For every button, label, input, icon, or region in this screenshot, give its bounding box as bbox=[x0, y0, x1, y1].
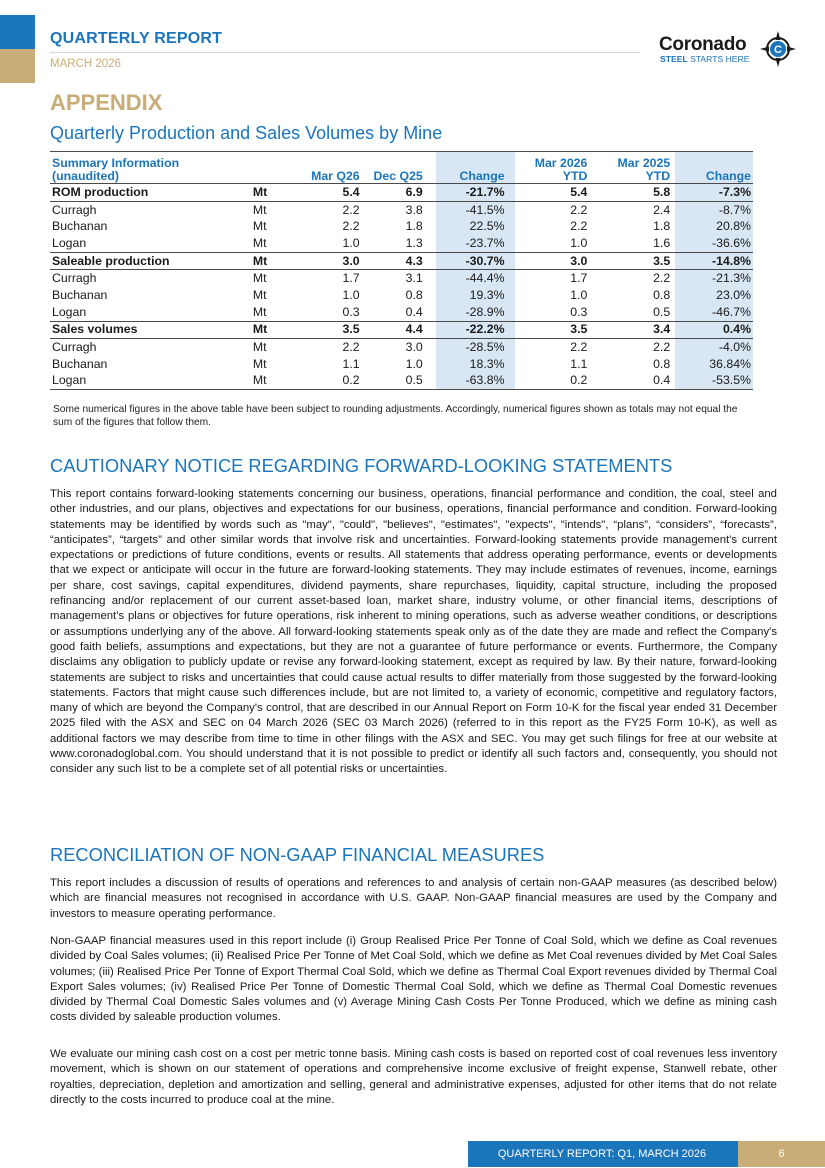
mar-q26-value: 1.0 bbox=[342, 235, 360, 250]
row-unit: Mt bbox=[252, 356, 267, 371]
table-row bbox=[50, 356, 753, 373]
dec-q25-value: 3.8 bbox=[405, 202, 423, 217]
row-label: Curragh bbox=[52, 271, 97, 286]
mar-2026-ytd-value: 2.2 bbox=[570, 219, 588, 234]
report-date: MARCH 2026 bbox=[50, 58, 121, 70]
cautionary-notice-title: CAUTIONARY NOTICE REGARDING FORWARD-LOOKING STATEMENTS bbox=[50, 455, 673, 476]
mar-2025-ytd-value: 1.8 bbox=[653, 219, 671, 234]
header-dec-q25: Dec Q25 bbox=[362, 156, 425, 184]
quarter-change-value: 19.3% bbox=[469, 287, 505, 302]
dec-q25-value: 1.8 bbox=[405, 219, 423, 234]
dec-q25-value: 3.1 bbox=[405, 271, 423, 286]
ytd-change-value: -36.6% bbox=[712, 235, 751, 250]
table-row bbox=[50, 304, 753, 321]
mar-q26-value: 0.2 bbox=[305, 373, 362, 390]
mar-2025-ytd-value: 0.8 bbox=[653, 356, 671, 371]
table-top-rule bbox=[50, 151, 753, 152]
mar-2026-ytd-value: 1.1 bbox=[570, 356, 588, 371]
quarter-change-value: -63.8% bbox=[425, 373, 507, 390]
ytd-change-value: 36.84% bbox=[709, 356, 751, 371]
ytd-change-value: -53.5% bbox=[672, 373, 753, 390]
table-row bbox=[50, 235, 753, 252]
table-row bbox=[50, 287, 753, 304]
row-unit: Mt bbox=[253, 184, 305, 202]
row-label: Curragh bbox=[52, 202, 97, 217]
quarter-change-value: -30.7% bbox=[425, 252, 507, 270]
mar-q26-value: 5.4 bbox=[305, 184, 362, 202]
row-label: ROM production bbox=[50, 184, 253, 202]
mar-2026-ytd-value: 1.7 bbox=[570, 271, 588, 286]
reconciliation-paragraph-1: This report includes a discussion of results of operations and references to and analysis of certain non-GAAP measures (as described below) which are financial measures not recognised in accordance with U.S. GAAP. Non-GAAP financial measures are used by the Company and investors to measure operating performance. bbox=[50, 877, 777, 920]
quarter-change-value: -41.5% bbox=[465, 202, 505, 217]
mar-2025-ytd-value: 3.5 bbox=[589, 252, 672, 270]
ytd-change-value: -14.8% bbox=[672, 252, 753, 270]
mar-q26-value: 2.2 bbox=[342, 219, 360, 234]
mar-2025-ytd-value: 2.2 bbox=[653, 340, 671, 355]
mar-q26-value: 2.2 bbox=[342, 340, 360, 355]
quarter-change-value: 22.5% bbox=[469, 219, 505, 234]
mar-2026-ytd-value: 1.0 bbox=[570, 287, 588, 302]
coronado-logo bbox=[655, 30, 795, 70]
dec-q25-value: 4.4 bbox=[362, 321, 425, 339]
mar-q26-value: 1.0 bbox=[342, 287, 360, 302]
mar-2026-ytd-value: 3.0 bbox=[507, 252, 590, 270]
table-total-row bbox=[50, 252, 753, 270]
mar-2026-ytd-value: 0.2 bbox=[507, 373, 590, 390]
dec-q25-value: 6.9 bbox=[362, 184, 425, 202]
mar-2026-ytd-value: 5.4 bbox=[507, 184, 590, 202]
table-row bbox=[50, 201, 753, 218]
header-divider bbox=[50, 52, 640, 53]
row-label: Curragh bbox=[52, 340, 97, 355]
ytd-change-value: -8.7% bbox=[718, 202, 751, 217]
logo-letter: C bbox=[774, 44, 782, 56]
mar-2025-ytd-value: 0.4 bbox=[589, 373, 672, 390]
reconciliation-paragraph-2: Non-GAAP financial measures used in this report include (i) Group Realised Price Per Tonne of Coal Sold, which we define as Coal revenues divided by Coal Sales volumes; (ii) Realised Price Per Tonne of Met Coal Sold, which we define as Met Coal revenues divided by Met Coal Sales volumes; (iii) Realised Price Per Tonne of Export Thermal Coal Sold, which we define as Thermal Coal Export revenues divided by Thermal Coal Export Sales volumes; (iv) Realised Price Per Tonne of Domestic Thermal Coal Sold, which we define as Thermal Coal Domestic revenues divided by Thermal Coal Domestic Sales volumes and (v) Average Mining Cash Costs Per Tonne Produced, which we define as mining cash costs divided by saleable production volumes. bbox=[50, 935, 777, 1024]
quarter-change-value: -28.5% bbox=[465, 340, 505, 355]
row-unit: Mt bbox=[253, 252, 305, 270]
mar-2025-ytd-value: 5.8 bbox=[589, 184, 672, 202]
header-mar-2025-ytd: Mar 2025 YTD bbox=[589, 156, 672, 184]
row-unit: Mt bbox=[253, 321, 305, 339]
header-summary-info: Summary Information (unaudited) bbox=[50, 156, 253, 184]
report-title: QUARTERLY REPORT bbox=[50, 30, 223, 47]
mar-2026-ytd-value: 2.2 bbox=[570, 202, 588, 217]
ytd-change-value: 23.0% bbox=[716, 287, 751, 302]
row-label: Sales volumes bbox=[50, 321, 253, 339]
row-unit: Mt bbox=[252, 235, 267, 250]
mar-2025-ytd-value: 0.5 bbox=[653, 304, 671, 319]
ytd-change-value: 0.4% bbox=[672, 321, 753, 339]
mar-q26-value: 3.5 bbox=[305, 321, 362, 339]
quarter-change-value: -22.2% bbox=[425, 321, 507, 339]
ytd-change-value: 20.8% bbox=[716, 219, 751, 234]
row-unit: Mt bbox=[252, 304, 267, 319]
table-total-row bbox=[50, 184, 753, 202]
ytd-change-value: -7.3% bbox=[672, 184, 753, 202]
header-mar-q26: Mar Q26 bbox=[305, 156, 362, 184]
dec-q25-value: 1.3 bbox=[405, 235, 423, 250]
table-rounding-note: Some numerical figures in the above table have been subject to rounding adjustments. Accordingly, numerical figures shown as totals may not equal the sum of the figures that follow them. bbox=[53, 404, 738, 428]
row-unit: Mt bbox=[252, 219, 267, 234]
table-heading: Quarterly Production and Sales Volumes by Mine bbox=[50, 123, 443, 143]
footer-label: QUARTERLY REPORT: Q1, MARCH 2026 bbox=[497, 1148, 707, 1160]
row-unit: Mt bbox=[252, 340, 267, 355]
header-change-quarter: Change bbox=[425, 156, 507, 184]
dec-q25-value: 0.5 bbox=[362, 373, 425, 390]
row-label: Logan bbox=[50, 373, 253, 390]
header-mar-2026-ytd: Mar 2026 YTD bbox=[507, 156, 590, 184]
reconciliation-title: RECONCILIATION OF NON-GAAP FINANCIAL MEASURES bbox=[50, 844, 545, 865]
table-row bbox=[50, 218, 753, 235]
dec-q25-value: 0.8 bbox=[405, 287, 423, 302]
dec-q25-value: 0.4 bbox=[405, 304, 423, 319]
mar-2026-ytd-value: 3.5 bbox=[507, 321, 590, 339]
quarter-change-value: -23.7% bbox=[465, 235, 505, 250]
row-label: Saleable production bbox=[50, 252, 253, 270]
quarter-change-value: -21.7% bbox=[425, 184, 507, 202]
quarter-change-value: 18.3% bbox=[469, 356, 505, 371]
mar-2026-ytd-value: 2.2 bbox=[570, 340, 588, 355]
table-row bbox=[50, 270, 753, 287]
mar-q26-value: 3.0 bbox=[305, 252, 362, 270]
mar-2025-ytd-value: 0.8 bbox=[653, 287, 671, 302]
header-accent-blue bbox=[0, 15, 35, 49]
row-label: Logan bbox=[52, 304, 87, 319]
logo-wordmark: Coronado bbox=[659, 34, 747, 55]
row-unit: Mt bbox=[252, 287, 267, 302]
row-label: Buchanan bbox=[52, 287, 108, 302]
appendix-title: APPENDIX bbox=[50, 90, 163, 115]
mar-2025-ytd-value: 2.2 bbox=[653, 271, 671, 286]
mar-2026-ytd-value: 1.0 bbox=[570, 235, 588, 250]
quarter-change-value: -44.4% bbox=[465, 271, 505, 286]
table-total-row bbox=[50, 321, 753, 339]
mar-2025-ytd-value: 3.4 bbox=[589, 321, 672, 339]
ytd-change-value: -4.0% bbox=[718, 340, 751, 355]
header-accent-tan bbox=[0, 49, 35, 83]
row-unit: Mt bbox=[252, 202, 267, 217]
header-unit bbox=[253, 156, 305, 184]
reconciliation-paragraph-3: We evaluate our mining cash cost on a cost per metric tonne basis. Mining cash costs is based on reported cost of coal revenues less inventory movement, which is shown on our statement of operations and comprehensive income exclusive of freight expense, Stanwell rebate, other royalties, depreciation, depletion and amortization and selling, general and administrative expenses, adjusted for other items that do not relate directly to the costs incurred to produce coal at the mine. bbox=[50, 1048, 777, 1106]
mar-q26-value: 2.2 bbox=[342, 202, 360, 217]
mar-2025-ytd-value: 1.6 bbox=[653, 235, 671, 250]
cautionary-notice-body: This report contains forward-looking statements concerning our business, operations, financial performance and condition, the coal, steel and other industries, and our plans, objectives and expectations for our business, operations, financial performance and condition. Forward-looking statements may be identified by words such as "may", "could", "believes", "estimates", "expects", "intends", “plans”, “considers”, “forecasts”, “anticipates”, “targets” and other similar words that involve risk and uncertainties. Forward-looking statements provide management's current expectations or predictions of future conditions, events or results. All statements that address operating performance, events or developments that we expect or anticipate will occur in the future are forward-looking statements. They may include estimates of revenues, income, earnings per share, cost savings, capital expenditures, dividend payments, share repurchases, liquidity, capital structure, including the proposed refinancing and/or replacement of our current asset-based loan, market share, industry volume, or other financial items, descriptions of management’s plans or objectives for future operations, risk inherent to mining operations, such as adverse weather conditions, or descriptions or assumptions underlying any of the above. All forward-looking statements speak only as of the date they are made and reflect the Company's good faith beliefs, assumptions and expectations, but they are not a guarantee of future performance or events. Furthermore, the Company disclaims any obligation to publicly update or revise any forward-looking statement, except as required by law. By their nature, forward-looking statements are subject to risks and uncertainties that could cause actual results to differ materially from those suggested by the forward-looking statements. Factors that might cause such differences include, but are not limited to, a variety of economic, competitive and regulatory factors, many of which are beyond the Company's control, that are described in our Annual Report on Form 10-K for the fiscal year ended 31 December 2025 filed with the ASX and SEC on 04 March 2026 (SEC 03 March 2026) (referred to in this report as the FY25 Form 10-K), as well as additional factors we may describe from time to time in other filings with the ASX and SEC. You may get such filings for free at our website at www.coronadoglobal.com. You should understand that it is not possible to predict or identify all such factors and, consequently, you should not consider any such list to be a complete set of all potential risks or uncertainties. bbox=[50, 488, 777, 776]
dec-q25-value: 3.0 bbox=[405, 340, 423, 355]
ytd-change-value: -46.7% bbox=[712, 304, 751, 319]
logo-tagline: STEEL STARTS HERE bbox=[660, 54, 750, 64]
row-label: Logan bbox=[52, 235, 87, 250]
table-row bbox=[50, 373, 753, 390]
compass-logo-icon bbox=[759, 30, 797, 68]
table-body bbox=[50, 184, 753, 390]
ytd-change-value: -21.3% bbox=[712, 271, 751, 286]
row-label: Buchanan bbox=[52, 356, 108, 371]
dec-q25-value: 4.3 bbox=[362, 252, 425, 270]
table-header-row bbox=[50, 156, 753, 184]
dec-q25-value: 1.0 bbox=[405, 356, 423, 371]
row-unit: Mt bbox=[252, 271, 267, 286]
mar-q26-value: 0.3 bbox=[342, 304, 360, 319]
header-change-ytd: Change bbox=[672, 156, 753, 184]
row-unit: Mt bbox=[253, 373, 305, 390]
page-number: 6 bbox=[738, 1141, 825, 1167]
production-sales-table bbox=[50, 156, 753, 390]
mar-2026-ytd-value: 0.3 bbox=[570, 304, 588, 319]
quarter-change-value: -28.9% bbox=[465, 304, 505, 319]
mar-q26-value: 1.7 bbox=[342, 271, 360, 286]
mar-q26-value: 1.1 bbox=[342, 356, 360, 371]
table-row bbox=[50, 339, 753, 356]
row-label: Buchanan bbox=[52, 219, 108, 234]
mar-2025-ytd-value: 2.4 bbox=[653, 202, 671, 217]
